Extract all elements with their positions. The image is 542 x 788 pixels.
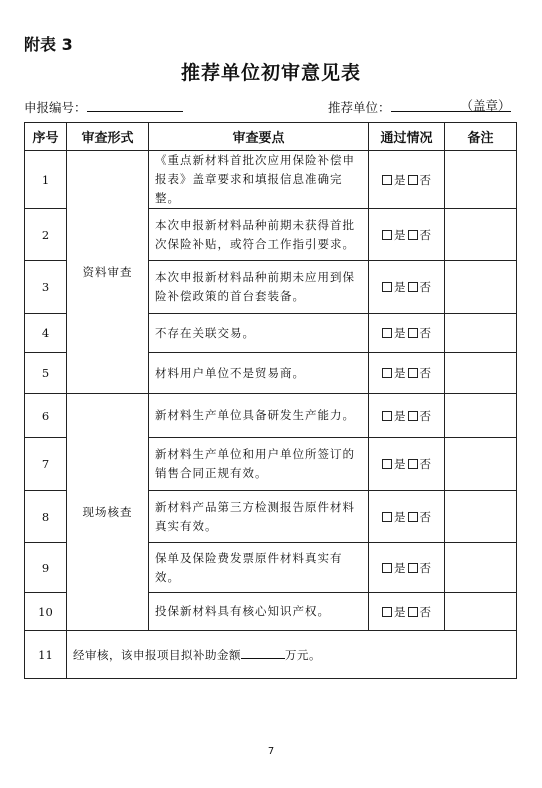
group-onsite-inspection: 现场核查 <box>67 394 149 631</box>
no-checkbox[interactable] <box>408 282 418 292</box>
pass-status <box>369 209 445 261</box>
apply-number-field <box>24 98 183 116</box>
no-checkbox[interactable] <box>408 512 418 522</box>
remarks-cell[interactable] <box>445 491 517 543</box>
yes-label: 是 <box>394 280 406 294</box>
recommender-field <box>328 98 511 116</box>
no-checkbox[interactable] <box>408 175 418 185</box>
yes-label: 是 <box>394 509 406 524</box>
row-number: 10 <box>25 593 67 631</box>
yes-label: 是 <box>394 172 406 187</box>
row-number: 2 <box>25 209 67 261</box>
row-number: 9 <box>25 543 67 593</box>
yes-checkbox[interactable] <box>382 459 392 469</box>
review-point: 材料用户单位不是贸易商。 <box>149 353 369 394</box>
summary-cell <box>67 631 517 679</box>
yes-label: 是 <box>394 408 406 423</box>
table-row <box>25 394 517 438</box>
pass-status <box>369 353 445 394</box>
yes-checkbox[interactable] <box>382 512 392 522</box>
no-label: 否 <box>419 408 431 423</box>
remarks-cell[interactable] <box>445 438 517 491</box>
yes-checkbox[interactable] <box>382 563 392 573</box>
pass-status <box>369 394 445 438</box>
review-point: 新材料生产单位具备研发生产能力。 <box>149 394 369 438</box>
pass-status <box>369 593 445 631</box>
no-checkbox[interactable] <box>408 563 418 573</box>
no-checkbox[interactable] <box>408 328 418 338</box>
no-checkbox[interactable] <box>408 230 418 240</box>
recommender-blank[interactable] <box>391 99 511 112</box>
pass-status <box>369 438 445 491</box>
review-point: 本次申报新材料品种前期未应用到保险补偿政策的首台套装备。 <box>149 261 369 314</box>
remarks-cell[interactable] <box>445 261 517 314</box>
no-label: 否 <box>419 172 431 187</box>
row-number: 6 <box>25 394 67 438</box>
table-row <box>25 151 517 209</box>
remarks-cell[interactable] <box>445 593 517 631</box>
no-checkbox[interactable] <box>408 411 418 421</box>
header-remarks: 备注 <box>445 123 517 151</box>
no-checkbox[interactable] <box>408 459 418 469</box>
yes-checkbox[interactable] <box>382 411 392 421</box>
seal-note: （盖章） <box>460 98 511 113</box>
pass-status <box>369 314 445 353</box>
pass-status <box>369 261 445 314</box>
no-label: 否 <box>419 457 431 471</box>
review-point: 新材料产品第三方检测报告原件材料真实有效。 <box>149 491 369 543</box>
review-table <box>24 122 517 679</box>
page-number: 7 <box>267 746 275 757</box>
no-label: 否 <box>419 280 431 294</box>
remarks-cell[interactable] <box>445 314 517 353</box>
no-label: 否 <box>419 227 431 242</box>
review-point: 新材料生产单位和用户单位所签订的销售合同正规有效。 <box>149 438 369 491</box>
pass-status <box>369 151 445 209</box>
summary-text-after: 万元。 <box>285 647 321 662</box>
row-number: 4 <box>25 314 67 353</box>
review-point: 本次申报新材料品种前期未获得首批次保险补贴，或符合工作指引要求。 <box>149 209 369 261</box>
table-header-row <box>25 123 517 151</box>
remarks-cell[interactable] <box>445 209 517 261</box>
no-label: 否 <box>419 326 431 340</box>
review-point: 投保新材料具有核心知识产权。 <box>149 593 369 631</box>
remarks-cell[interactable] <box>445 353 517 394</box>
row-number: 1 <box>25 151 67 209</box>
yes-label: 是 <box>394 366 406 380</box>
yes-label: 是 <box>394 326 406 340</box>
page-title: 推荐单位初审意见表 <box>180 62 361 84</box>
yes-label: 是 <box>394 457 406 471</box>
yes-checkbox[interactable] <box>382 328 392 338</box>
yes-label: 是 <box>394 227 406 242</box>
apply-number-label: 申报编号： <box>24 100 87 115</box>
apply-number-blank[interactable] <box>87 99 183 112</box>
subsidy-amount-blank[interactable] <box>241 648 285 659</box>
remarks-cell[interactable] <box>445 394 517 438</box>
no-checkbox[interactable] <box>408 607 418 617</box>
review-point: 《重点新材料首批次应用保险补偿申报表》盖章要求和填报信息准确完整。 <box>149 151 369 209</box>
no-label: 否 <box>419 509 431 524</box>
row-number: 5 <box>25 353 67 394</box>
yes-checkbox[interactable] <box>382 607 392 617</box>
no-checkbox[interactable] <box>408 368 418 378</box>
row-number: 7 <box>25 438 67 491</box>
yes-checkbox[interactable] <box>382 175 392 185</box>
no-label: 否 <box>419 366 431 380</box>
row-number: 3 <box>25 261 67 314</box>
remarks-cell[interactable] <box>445 543 517 593</box>
no-label: 否 <box>419 604 431 619</box>
review-point: 不存在关联交易。 <box>149 314 369 353</box>
yes-checkbox[interactable] <box>382 230 392 240</box>
header-no: 序号 <box>25 123 67 151</box>
review-point: 保单及保险费发票原件材料真实有效。 <box>149 543 369 593</box>
row-number: 8 <box>25 491 67 543</box>
yes-checkbox[interactable] <box>382 368 392 378</box>
yes-label: 是 <box>394 560 406 575</box>
header-review-points: 审查要点 <box>149 123 369 151</box>
annex-label: 附表 3 <box>24 35 73 54</box>
pass-status <box>369 543 445 593</box>
group-document-review: 资料审查 <box>67 151 149 394</box>
recommender-label: 推荐单位： <box>328 100 391 115</box>
summary-text-before: 经审核，该申报项目拟补助金额 <box>73 647 241 662</box>
yes-checkbox[interactable] <box>382 282 392 292</box>
header-review-form: 审查形式 <box>67 123 149 151</box>
header-pass-status: 通过情况 <box>369 123 445 151</box>
summary-row <box>25 631 517 679</box>
remarks-cell[interactable] <box>445 151 517 209</box>
no-label: 否 <box>419 560 431 575</box>
row-number: 11 <box>25 631 67 679</box>
yes-label: 是 <box>394 604 406 619</box>
pass-status <box>369 491 445 543</box>
